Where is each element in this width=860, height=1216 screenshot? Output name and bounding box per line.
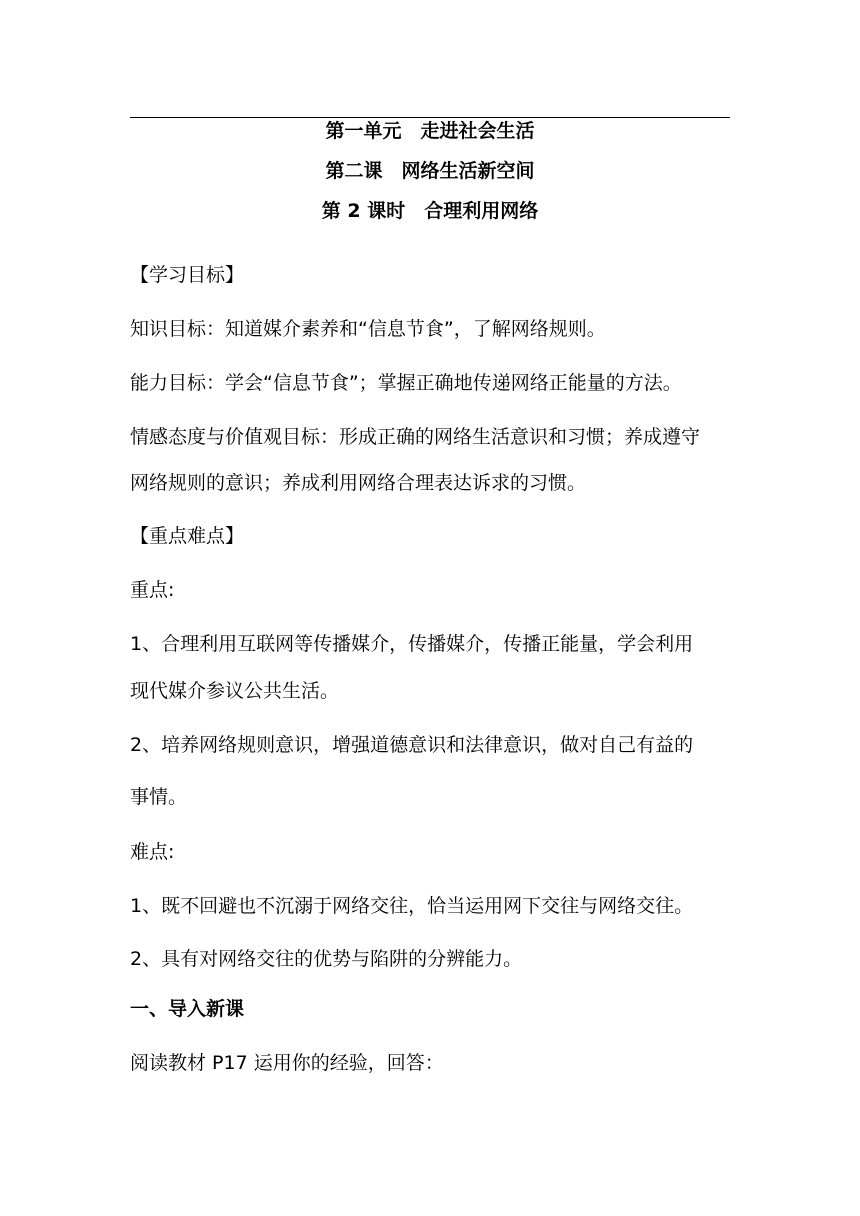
label-key-points: 重点: bbox=[130, 579, 175, 601]
key-point-1-line2: 现代媒介参议公共生活。 bbox=[130, 680, 340, 702]
paragraph-values-goal-line2: 网络规则的意识；养成利用网络合理表达诉求的习惯。 bbox=[130, 472, 587, 494]
label-difficult-points: 难点: bbox=[130, 841, 175, 863]
lesson-title: 第二课 网络生活新空间 bbox=[325, 160, 535, 182]
difficult-point-1: 1、既不回避也不沉溺于网络交往，恰当运用网下交往与网络交往。 bbox=[130, 895, 694, 917]
section-heading-intro: 一、导入新课 bbox=[130, 998, 245, 1020]
difficult-point-2: 2、具有对网络交往的优势与陷阱的分辨能力。 bbox=[130, 948, 523, 970]
paragraph-reading-task: 阅读教材 P17 运用你的经验，回答： bbox=[130, 1052, 444, 1074]
key-point-2-line2: 事情。 bbox=[130, 786, 188, 808]
unit-title: 第一单元 走进社会生活 bbox=[325, 120, 535, 142]
paragraph-values-goal-line1: 情感态度与价值观目标：形成正确的网络生活意识和习惯；养成遵守 bbox=[130, 426, 701, 448]
key-point-1-line1: 1、合理利用互联网等传播媒介，传播媒介，传播正能量，学会利用 bbox=[130, 633, 694, 655]
key-point-2-line1: 2、培养网络规则意识，增强道德意识和法律意识，做对自己有益的 bbox=[130, 734, 694, 756]
paragraph-ability-goal: 能力目标：学会“信息节食”；掌握正确地传递网络正能量的方法。 bbox=[130, 372, 682, 394]
section-heading-key-points: 【重点难点】 bbox=[130, 525, 245, 547]
period-title: 第 2 课时 合理利用网络 bbox=[321, 200, 539, 222]
paragraph-knowledge-goal: 知识目标：知道媒介素养和“信息节食”，了解网络规则。 bbox=[130, 318, 606, 340]
section-heading-objectives: 【学习目标】 bbox=[130, 264, 245, 286]
